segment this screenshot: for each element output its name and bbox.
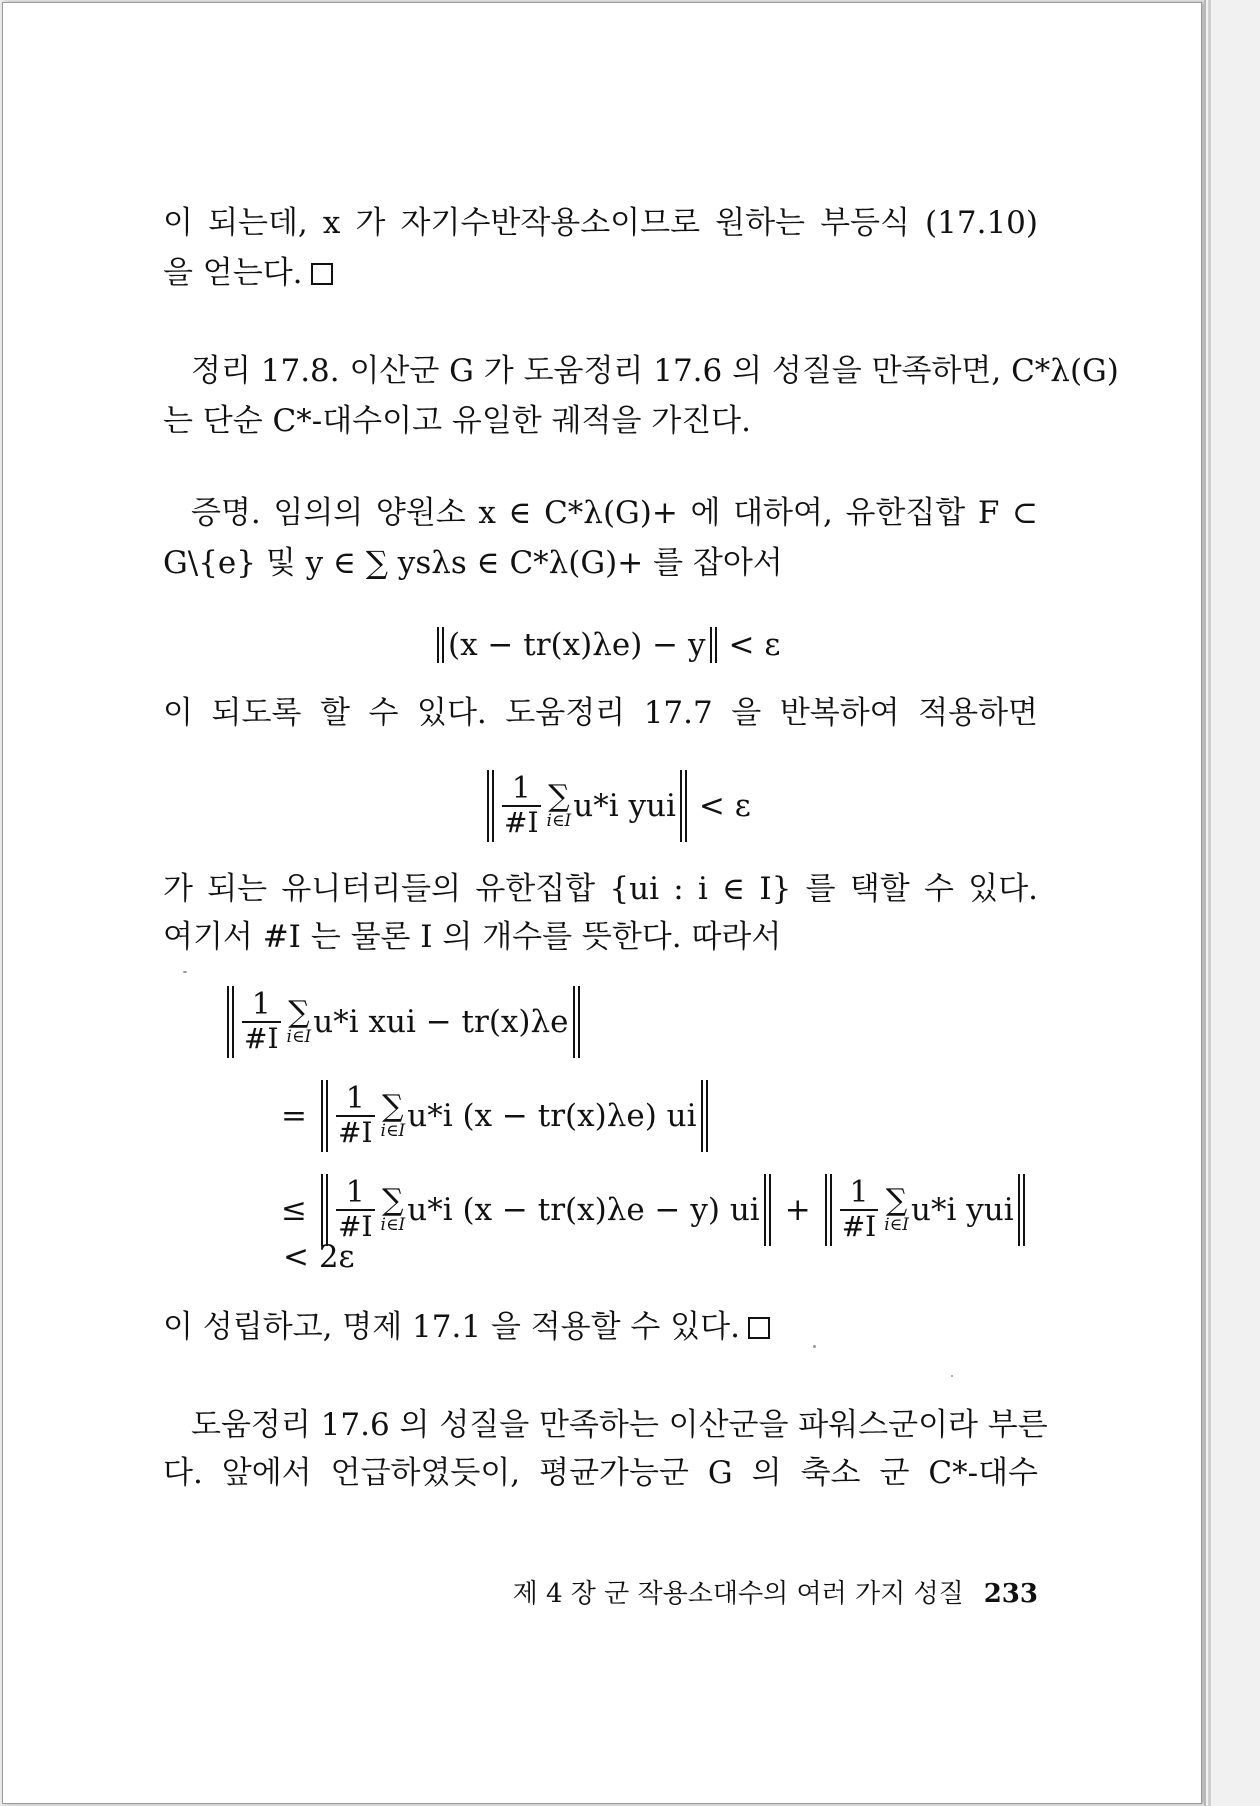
align2-body: u*i (x − tr(x)λe) ui xyxy=(407,1098,697,1134)
summation-index: i∈I xyxy=(380,1215,406,1235)
proof-line-2: G\{e} 및 y ∈ ∑ ysλs ∈ C*λ(G)+ 를 잡아서 xyxy=(163,545,783,581)
fraction xyxy=(502,773,541,839)
proof-line-1: 증명. 임의의 양원소 x ∈ C*λ(G)+ 에 대하여, 유한집합 F ⊂ xyxy=(191,495,1038,531)
book-page xyxy=(2,2,1202,1804)
norm-bar-left xyxy=(227,986,234,1058)
summation-index: i∈I xyxy=(546,811,572,831)
aligned-line-1 xyxy=(223,979,584,1065)
display-equation-1 xyxy=(433,623,780,667)
summation xyxy=(546,779,572,831)
display-equation-2 xyxy=(483,761,751,851)
viewer-side-margin xyxy=(1204,0,1260,1806)
text-line-conclusion-text: 이 성립하고, 명제 17.1 을 적용할 수 있다. xyxy=(163,1309,740,1345)
norm-bar-left xyxy=(437,627,444,663)
scan-speck xyxy=(951,1375,953,1377)
eq1-body: (x − tr(x)λe) − y xyxy=(448,627,706,663)
page-footer xyxy=(483,1577,1038,1611)
fraction-numerator: 1 xyxy=(849,1175,869,1210)
norm-bar-right xyxy=(1018,1174,1025,1246)
summation xyxy=(884,1183,909,1235)
theorem-17-8-line-2: 는 단순 C*-대수이고 유일한 궤적을 가진다. xyxy=(163,403,751,439)
summation-index: i∈I xyxy=(884,1215,909,1235)
text-line-2 xyxy=(163,253,1038,293)
scan-speck xyxy=(183,971,187,973)
text-line-1: 이 되는데, x 가 자기수반작용소이므로 원하는 부등식 (17.10) xyxy=(163,205,1038,241)
fraction-denominator: #I xyxy=(244,1022,279,1055)
norm-bar-left xyxy=(487,770,494,842)
fraction-numerator: 1 xyxy=(251,987,271,1022)
align3-body: u*i (x − tr(x)λe − y) ui xyxy=(407,1192,760,1228)
norm-bar-right xyxy=(764,1174,771,1246)
text-line-unitaries: 가 되는 유니터리들의 유한집합 {ui : i ∈ I} 를 택할 수 있다. xyxy=(163,871,1038,907)
aligned-line-3 xyxy=(281,1167,1029,1253)
text-line-conclusion xyxy=(163,1307,1038,1347)
align3-plus: + xyxy=(784,1192,811,1228)
fraction-denominator: #I xyxy=(337,1116,373,1149)
text-line-lemma-apply: 이 되도록 할 수 있다. 도움정리 17.7 을 반복하여 적용하면 xyxy=(163,695,1038,731)
align3-leq: ≤ xyxy=(281,1192,307,1228)
summation xyxy=(380,1089,406,1141)
norm-bar-left xyxy=(321,1080,328,1152)
align1-body: u*i xui − tr(x)λe xyxy=(313,1004,569,1040)
summation xyxy=(380,1183,406,1235)
norm-bar-right xyxy=(680,770,687,842)
page-edge-shadow xyxy=(1208,0,1211,1806)
sigma-symbol: ∑ xyxy=(382,1089,404,1124)
fraction-numerator: 1 xyxy=(511,771,531,806)
text-line-powers-1: 도움정리 17.6 의 성질을 만족하는 이산군을 파워스군이라 부른 xyxy=(191,1407,1048,1443)
summation xyxy=(286,995,312,1047)
text-line-count: 여기서 #I 는 물론 I 의 개수를 뜻한다. 따라서 xyxy=(163,919,782,955)
qed-square-icon xyxy=(748,1317,770,1339)
align2-equals: = xyxy=(281,1098,307,1134)
summation-index: i∈I xyxy=(286,1027,312,1047)
summation-index: i∈I xyxy=(380,1121,406,1141)
scan-speck xyxy=(813,1345,816,1348)
eq2-rhs: < ε xyxy=(698,788,751,824)
aligned-line-2 xyxy=(281,1073,712,1159)
norm-bar-right xyxy=(701,1080,708,1152)
norm-bar-right xyxy=(573,986,580,1058)
fraction-denominator: #I xyxy=(337,1210,373,1243)
align3-body-2: u*i yui xyxy=(911,1192,1014,1228)
fraction-denominator: #I xyxy=(841,1210,877,1243)
aligned-line-4: < 2ε xyxy=(283,1239,355,1275)
fraction-denominator: #I xyxy=(504,806,539,839)
sigma-symbol: ∑ xyxy=(885,1183,908,1218)
running-footer-chapter: 제 4 장 군 작용소대수의 여러 가지 성질 xyxy=(512,1579,964,1609)
theorem-17-8-line-1: 정리 17.8. 이산군 G 가 도움정리 17.6 의 성질을 만족하면, C*λ(G) xyxy=(191,353,1119,389)
text-line-2-text: 을 얻는다. xyxy=(163,255,303,291)
eq2-body: u*i yui xyxy=(573,788,676,824)
norm-bar-left xyxy=(825,1174,832,1246)
norm-bar-right xyxy=(710,627,717,663)
sigma-symbol: ∑ xyxy=(288,995,310,1030)
sigma-symbol: ∑ xyxy=(548,779,570,814)
fraction xyxy=(336,1177,375,1243)
qed-square-icon xyxy=(311,263,333,285)
text-line-powers-2: 다. 앞에서 언급하였듯이, 평균가능군 G 의 축소 군 C*-대수 xyxy=(163,1455,1038,1491)
fraction-numerator: 1 xyxy=(345,1081,365,1116)
fraction xyxy=(840,1177,879,1243)
norm-bar-left xyxy=(321,1174,328,1246)
page-number: 233 xyxy=(983,1579,1038,1609)
eq1-rhs: < ε xyxy=(728,627,781,663)
fraction-numerator: 1 xyxy=(345,1175,365,1210)
sigma-symbol: ∑ xyxy=(382,1183,404,1218)
fraction xyxy=(242,989,281,1055)
fraction xyxy=(336,1083,375,1149)
